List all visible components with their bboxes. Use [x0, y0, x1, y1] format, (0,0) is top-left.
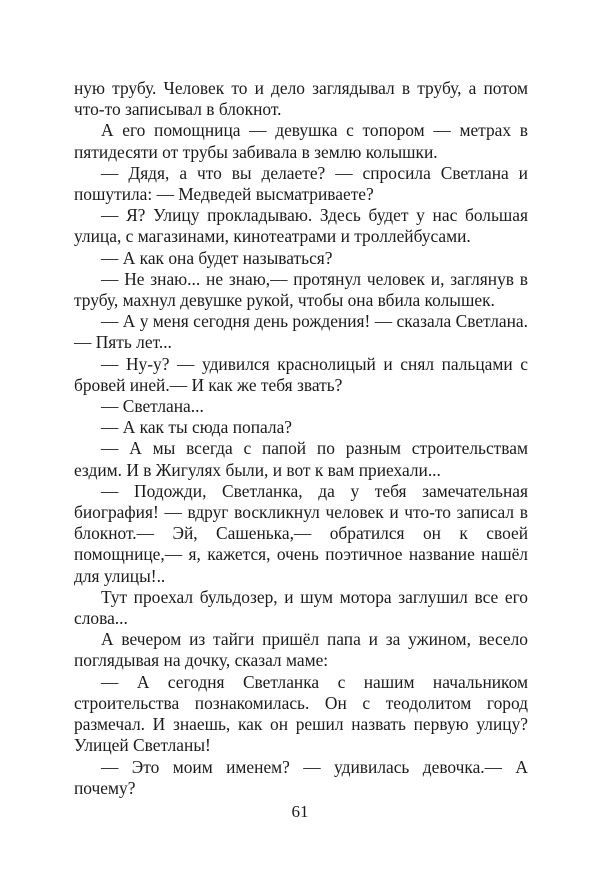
paragraph: Тут проехал бульдозер, и шум мотора заглушил все его слова...: [74, 586, 528, 629]
paragraph: А его помощница — девушка с топором — метрах в пятидесяти от трубы забивала в землю колышки.: [74, 120, 528, 162]
paragraph: — А как она будет называться?: [101, 247, 333, 268]
paragraph: — А сегодня Светланка с нашим начальником строительства познакомилась. Он с теодолитом город размечал. И знаешь, как он решил назвать первую улицу? Улицей Светланы!: [74, 671, 528, 756]
paragraph: — Я? Улицу прокладываю. Здесь будет у нас большая улица, с магазинами, кинотеатрами и троллейбусами.: [74, 205, 528, 247]
paragraph: — Дядя, а что вы делаете? — спросила Светлана и пошутила: — Медведей высматриваете?: [74, 162, 528, 205]
paragraph: — Не знаю... не знаю,— протянул человек и, заглянув в трубу, махнул девушке рукой, чтобы она вбила колышек.: [74, 268, 528, 311]
page-number: 61: [291, 802, 309, 821]
paragraph: — Ну-у? — удивился краснолицый и снял пальцами с бровей иней.— И как же тебя звать?: [74, 353, 528, 395]
paragraph: ную трубу. Человек то и дело заглядывал в трубу, а потом что-то записывал в блокнот.: [74, 78, 528, 120]
paragraph: — А как ты сюда попала?: [101, 417, 293, 438]
paragraph: — А у меня сегодня день рождения! — сказала Светлана.— Пять лет...: [74, 311, 528, 353]
paragraph: А вечером из тайги пришёл папа и за ужином, весело поглядывая на дочку, сказал маме:: [74, 629, 528, 671]
paragraph: — Подожди, Светланка, да у тебя замечательная биография! — вдруг воскликнул человек и что-то записал в блокнот.— Эй, Сашенька,— обратился он к своей помощнице,— я, кажется, очень поэтичное название нашёл для улицы!..: [74, 480, 528, 586]
paragraph: — А мы всегда с папой по разным строительствам ездим. И в Жигулях были, и вот к вам приехали...: [74, 438, 528, 480]
body-text: [74, 78, 528, 799]
paragraph: — Это моим именем? — удивилась девочка.— А почему?: [74, 756, 528, 798]
paragraph: — Светлана...: [101, 396, 204, 417]
